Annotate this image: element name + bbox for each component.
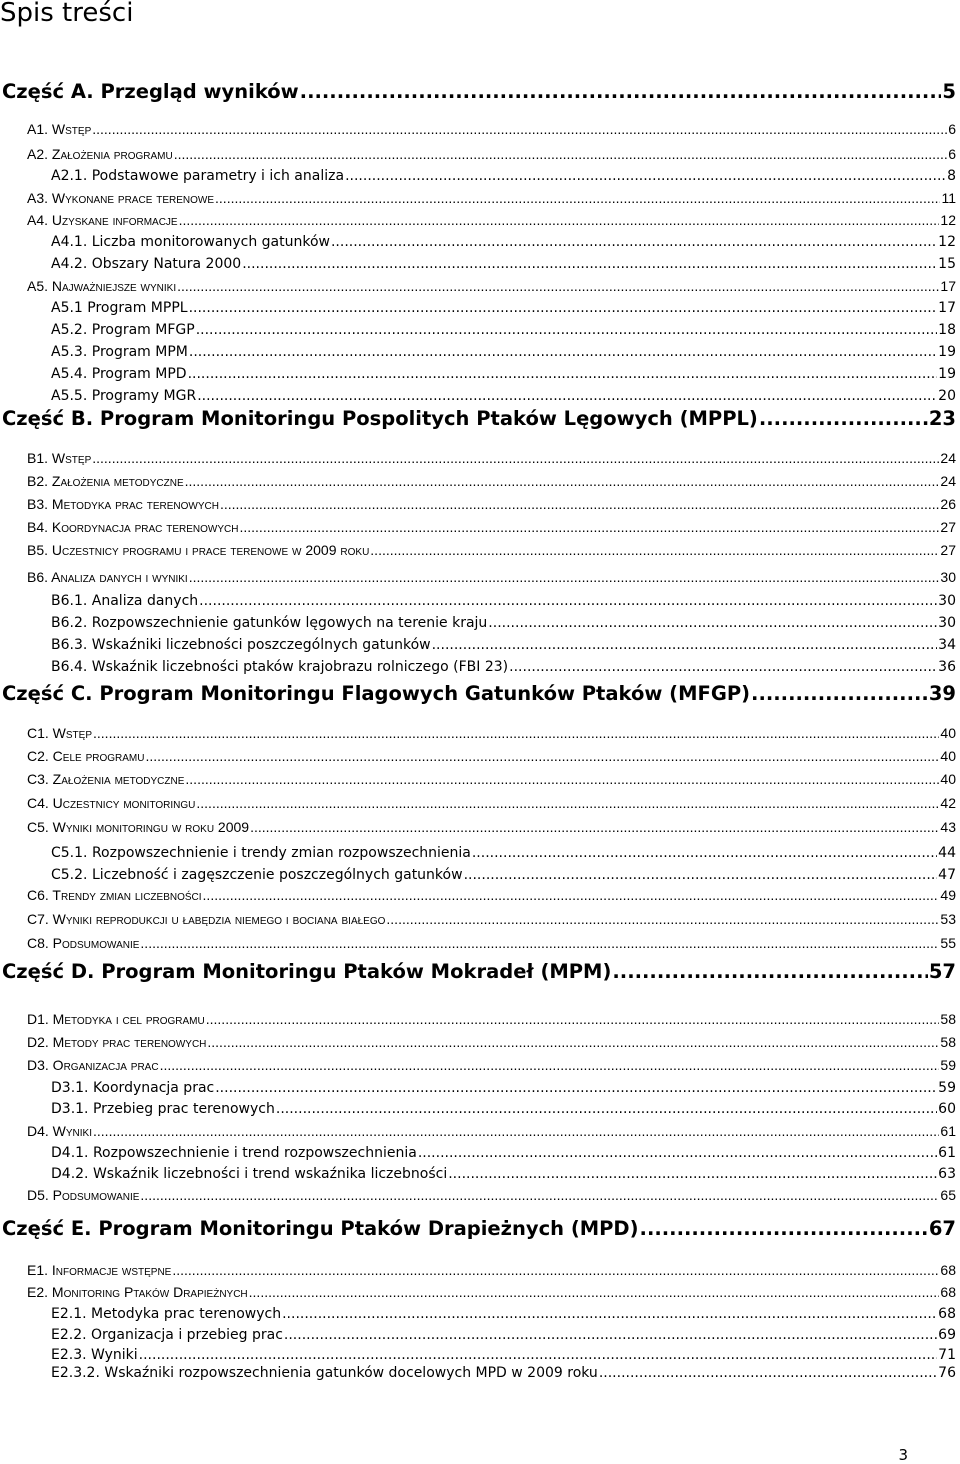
- toc-entry-label: B5. Uczestnicy programu i prace terenowe w 2009 roku: [27, 542, 370, 558]
- toc-entry-page: 27: [940, 542, 956, 558]
- dot-leader: [331, 234, 937, 250]
- toc-entry-page: 58: [940, 1034, 956, 1050]
- toc-entry[interactable]: [27, 569, 956, 585]
- dot-leader: [203, 887, 940, 903]
- dot-leader: [386, 911, 939, 927]
- toc-entry-page: 68: [938, 1306, 956, 1322]
- dot-leader: [509, 659, 937, 675]
- toc-entry[interactable]: [27, 1284, 956, 1300]
- toc-entry[interactable]: [27, 146, 956, 162]
- dot-leader: [220, 496, 939, 512]
- toc-part-entry[interactable]: [2, 80, 956, 103]
- toc-entry[interactable]: [27, 278, 956, 294]
- toc-entry-label: B6.4. Wskaźnik liczebności ptaków krajobrazu rolniczego (FBI 23): [51, 659, 509, 675]
- dot-leader: [345, 168, 946, 184]
- toc-entry[interactable]: [51, 388, 956, 404]
- toc-entry-label: A2. Założenia programu: [27, 146, 173, 162]
- toc-entry-label: A5. Najważniejsze wyniki: [27, 278, 177, 294]
- dot-leader: [612, 960, 927, 983]
- toc-entry[interactable]: [27, 911, 956, 927]
- toc-entry-label: B2. Założenia metodyczne: [27, 473, 184, 489]
- toc-entry-page: 39: [928, 682, 956, 705]
- toc-entry[interactable]: [51, 593, 956, 609]
- toc-part-entry[interactable]: [2, 407, 956, 430]
- toc-entry-label: A5.3. Program MPM: [51, 344, 188, 360]
- toc-entry-page: 61: [938, 1145, 956, 1161]
- toc-entry-label: D4.2. Wskaźnik liczebności i trend wskaźnika liczebności: [51, 1166, 448, 1182]
- toc-entry-label: C5. Wyniki monitoringu w roku 2009: [27, 819, 250, 835]
- toc-entry-label: B4. Koordynacja prac terenowych: [27, 519, 239, 535]
- dot-leader: [185, 473, 940, 489]
- dot-leader: [464, 867, 938, 883]
- toc-entry-page: 23: [928, 407, 956, 430]
- toc-entry-page: 11: [941, 190, 956, 206]
- toc-entry-label: E2.3.2. Wskaźniki rozpowszechnienia gatunków docelowych MPD w 2009 roku: [51, 1365, 598, 1381]
- dot-leader: [140, 935, 939, 951]
- toc-entry-label: E2.1. Metodyka prac terenowych: [51, 1306, 282, 1322]
- toc-entry-label: B6.2. Rozpowszechnienie gatunków lęgowych na terenie kraju: [51, 615, 488, 631]
- toc-entry-page: 15: [938, 256, 956, 272]
- toc-entry[interactable]: [27, 190, 956, 206]
- dot-leader: [206, 1011, 940, 1027]
- toc-entry[interactable]: [51, 615, 956, 631]
- toc-entry-page: 44: [938, 845, 956, 861]
- toc-entry-page: 40: [940, 771, 956, 787]
- toc-entry-page: 49: [940, 887, 956, 903]
- toc-entry-label: C4. Uczestnicy monitoringu: [27, 795, 196, 811]
- dot-leader: [276, 1101, 937, 1117]
- toc-entry[interactable]: [27, 1187, 956, 1203]
- toc-entry-page: 26: [940, 496, 956, 512]
- dot-leader: [599, 1365, 937, 1381]
- toc-entry[interactable]: [51, 637, 956, 653]
- dot-leader: [418, 1145, 937, 1161]
- toc-entry-page: 12: [938, 234, 956, 250]
- toc-entry-page: 27: [940, 519, 956, 535]
- toc-entry[interactable]: [27, 450, 956, 466]
- toc-entry-page: 59: [940, 1057, 956, 1073]
- toc-part-entry[interactable]: [2, 960, 956, 983]
- dot-leader: [93, 725, 939, 741]
- toc-entry-label: D2. Metody prac terenowych: [27, 1034, 207, 1050]
- dot-leader: [282, 1306, 937, 1322]
- toc-entry-page: 61: [940, 1123, 956, 1139]
- dot-leader: [188, 366, 938, 382]
- toc-entry[interactable]: [27, 748, 956, 764]
- toc-part-entry[interactable]: [2, 1217, 956, 1240]
- toc-entry-label: B6. Analiza danych i wyniki: [27, 569, 188, 585]
- toc-entry-label: Część C. Program Monitoringu Flagowych Gatunków Ptaków (MFGP): [2, 682, 751, 705]
- dot-leader: [189, 569, 940, 585]
- dot-leader: [177, 278, 939, 294]
- toc-entry-label: E2. Monitoring Ptaków Drapieżnych: [27, 1284, 248, 1300]
- dot-leader: [432, 637, 938, 653]
- dot-leader: [448, 1166, 937, 1182]
- dot-leader: [640, 1217, 928, 1240]
- toc-entry[interactable]: [51, 168, 956, 184]
- toc-entry-page: 24: [940, 450, 956, 466]
- toc-entry-page: 20: [938, 388, 956, 404]
- toc-entry[interactable]: [51, 366, 956, 382]
- toc-entry-label: D4. Wyniki: [27, 1123, 93, 1139]
- toc-entry-page: 47: [938, 867, 956, 883]
- dot-leader: [249, 1284, 940, 1300]
- toc-entry-label: C7. Wyniki reprodukcji u łabędzia niemego i bociana białego: [27, 911, 386, 927]
- dot-leader: [92, 121, 947, 137]
- toc-entry-label: A4.2. Obszary Natura 2000: [51, 256, 242, 272]
- toc-entry[interactable]: [51, 1365, 956, 1381]
- toc-entry-label: E2.2. Organizacja i przebieg prac: [51, 1327, 283, 1343]
- toc-entry[interactable]: [27, 1034, 956, 1050]
- toc-entry-label: D4.1. Rozpowszechnienie i trend rozpowszechnienia: [51, 1145, 417, 1161]
- toc-entry-page: 34: [938, 637, 956, 653]
- page-title: Spis treści: [0, 0, 134, 28]
- toc-entry-page: 6: [948, 121, 956, 137]
- dot-leader: [179, 212, 940, 228]
- dot-leader: [93, 1123, 939, 1139]
- toc-entry-label: Część E. Program Monitoringu Ptaków Drapieżnych (MPD): [2, 1217, 639, 1240]
- toc-entry[interactable]: [27, 1057, 956, 1073]
- toc-entry-label: A4. Uzyskane informacje: [27, 212, 178, 228]
- dot-leader: [759, 407, 928, 430]
- dot-leader: [751, 682, 928, 705]
- dot-leader: [189, 300, 938, 316]
- toc-entry[interactable]: [27, 1011, 956, 1027]
- toc-entry[interactable]: [51, 1080, 956, 1096]
- toc-entry[interactable]: [27, 887, 956, 903]
- dot-leader: [196, 322, 937, 338]
- toc-entry-page: 40: [940, 748, 956, 764]
- toc-entry-page: 24: [940, 473, 956, 489]
- page-number: 3: [898, 1446, 908, 1464]
- toc-entry-label: D3.1. Przebieg prac terenowych: [51, 1101, 275, 1117]
- dot-leader: [196, 795, 939, 811]
- toc-entry-label: A5.1 Program MPPL: [51, 300, 188, 316]
- toc-entry-label: C5.1. Rozpowszechnienie i trendy zmian rozpowszechnienia: [51, 845, 471, 861]
- toc-entry[interactable]: [27, 121, 956, 137]
- dot-leader: [472, 845, 937, 861]
- dot-leader: [215, 1080, 937, 1096]
- toc-entry[interactable]: [51, 1166, 956, 1182]
- toc-entry[interactable]: [51, 659, 956, 675]
- dot-leader: [189, 344, 937, 360]
- toc-entry[interactable]: [51, 344, 956, 360]
- dot-leader: [174, 146, 948, 162]
- toc-entry-page: 30: [938, 593, 956, 609]
- toc-entry-page: 69: [938, 1327, 956, 1343]
- dot-leader: [145, 748, 939, 764]
- toc-entry-page: 17: [938, 300, 956, 316]
- dot-leader: [207, 1034, 939, 1050]
- toc-entry[interactable]: [51, 1347, 956, 1363]
- dot-leader: [488, 615, 937, 631]
- toc-entry-label: B6.3. Wskaźniki liczebności poszczególnych gatunków: [51, 637, 431, 653]
- toc-entry-page: 55: [940, 935, 956, 951]
- toc-entry[interactable]: [51, 845, 956, 861]
- toc-entry-page: 57: [928, 960, 956, 983]
- toc-entry-page: 36: [938, 659, 956, 675]
- toc-entry[interactable]: [27, 1123, 956, 1139]
- toc-entry-page: 42: [940, 795, 956, 811]
- dot-leader: [140, 1187, 939, 1203]
- toc-entry-label: C2. Cele programu: [27, 748, 145, 764]
- dot-leader: [215, 190, 940, 206]
- toc-entry[interactable]: [27, 473, 956, 489]
- dot-leader: [92, 450, 939, 466]
- toc-entry[interactable]: [27, 771, 956, 787]
- dot-leader: [370, 542, 939, 558]
- dot-leader: [185, 771, 939, 787]
- toc-entry-label: D5. Podsumowanie: [27, 1187, 140, 1203]
- toc-entry-label: Część D. Program Monitoringu Ptaków Mokradeł (MPM): [2, 960, 612, 983]
- toc-entry[interactable]: [27, 542, 956, 558]
- toc-entry-label: C8. Podsumowanie: [27, 935, 140, 951]
- dot-leader: [239, 519, 939, 535]
- toc-entry[interactable]: [51, 256, 956, 272]
- dot-leader: [199, 593, 937, 609]
- toc-entry-label: B6.1. Analiza danych: [51, 593, 199, 609]
- toc-entry-page: 76: [938, 1365, 956, 1381]
- toc-entry[interactable]: [27, 496, 956, 512]
- toc-entry-label: E1. Informacje wstępne: [27, 1262, 172, 1278]
- toc-entry-page: 67: [928, 1217, 956, 1240]
- toc-entry-page: 63: [938, 1166, 956, 1182]
- toc-entry-label: A5.5. Programy MGR: [51, 388, 197, 404]
- toc-entry-label: A4.1. Liczba monitorowanych gatunków: [51, 234, 330, 250]
- toc-entry-label: D3.1. Koordynacja prac: [51, 1080, 215, 1096]
- toc-entry-page: 71: [938, 1347, 956, 1363]
- toc-entry-page: 68: [940, 1262, 956, 1278]
- toc-entry-page: 6: [948, 146, 956, 162]
- toc-entry-page: 18: [938, 322, 956, 338]
- toc-entry-page: 12: [940, 212, 956, 228]
- toc-entry-page: 19: [938, 366, 956, 382]
- toc-entry-page: 30: [938, 615, 956, 631]
- toc-entry[interactable]: [51, 867, 956, 883]
- toc-entry[interactable]: [27, 935, 956, 951]
- toc-entry-label: C5.2. Liczebność i zagęszczenie poszczególnych gatunków: [51, 867, 463, 883]
- toc-entry-label: A5.4. Program MPD: [51, 366, 187, 382]
- dot-leader: [160, 1057, 940, 1073]
- toc-entry[interactable]: [27, 519, 956, 535]
- toc-entry[interactable]: [51, 300, 956, 316]
- toc-entry-page: 17: [940, 278, 956, 294]
- dot-leader: [172, 1262, 939, 1278]
- dot-leader: [250, 819, 939, 835]
- toc-entry-page: 60: [938, 1101, 956, 1117]
- toc-entry-page: 40: [940, 725, 956, 741]
- toc-entry-label: Część A. Przegląd wyników: [2, 80, 299, 103]
- toc-entry-label: B1. Wstęp: [27, 450, 92, 466]
- toc-entry[interactable]: [51, 322, 956, 338]
- toc-entry-label: A2.1. Podstawowe parametry i ich analiza: [51, 168, 345, 184]
- toc-entry[interactable]: [27, 212, 956, 228]
- toc-entry[interactable]: [51, 234, 956, 250]
- dot-leader: [139, 1347, 938, 1363]
- dot-leader: [300, 80, 942, 103]
- toc-entry[interactable]: [51, 1101, 956, 1117]
- toc-entry[interactable]: [51, 1306, 956, 1322]
- toc-entry-page: 59: [938, 1080, 956, 1096]
- toc-entry-label: C1. Wstęp: [27, 725, 93, 741]
- toc-entry-label: A1. Wstęp: [27, 121, 92, 137]
- toc-entry-label: E2.3. Wyniki: [51, 1347, 138, 1363]
- toc-entry-label: C3. Założenia metodyczne: [27, 771, 185, 787]
- toc-entry-page: 30: [940, 569, 956, 585]
- toc-part-entry[interactable]: [2, 682, 956, 705]
- toc-entry-page: 8: [947, 168, 956, 184]
- toc-entry-page: 65: [940, 1187, 956, 1203]
- toc-entry[interactable]: [27, 795, 956, 811]
- toc-entry-page: 5: [942, 80, 956, 103]
- toc-entry-page: 53: [940, 911, 956, 927]
- toc-entry-page: 19: [938, 344, 956, 360]
- toc-entry-page: 58: [940, 1011, 956, 1027]
- toc-entry-page: 68: [940, 1284, 956, 1300]
- toc-entry-label: C6. Trendy zmian liczebności: [27, 887, 202, 903]
- toc-entry-page: 43: [940, 819, 956, 835]
- toc-entry[interactable]: [27, 1262, 956, 1278]
- toc-entry[interactable]: [27, 725, 956, 741]
- toc-entry-label: D3. Organizacja prac: [27, 1057, 159, 1073]
- toc-entry-label: Część B. Program Monitoringu Pospolitych Ptaków Lęgowych (MPPL): [2, 407, 758, 430]
- dot-leader: [242, 256, 937, 272]
- dot-leader: [197, 388, 937, 404]
- toc-entry[interactable]: [51, 1145, 956, 1161]
- toc-entry-label: B3. Metodyka prac terenowych: [27, 496, 219, 512]
- toc-entry-label: A3. Wykonane prace terenowe: [27, 190, 215, 206]
- dot-leader: [284, 1327, 937, 1343]
- toc-entry[interactable]: [27, 819, 956, 835]
- toc-entry[interactable]: [51, 1327, 956, 1343]
- toc-entry-label: A5.2. Program MFGP: [51, 322, 195, 338]
- toc-entry-label: D1. Metodyka i cel programu: [27, 1011, 205, 1027]
